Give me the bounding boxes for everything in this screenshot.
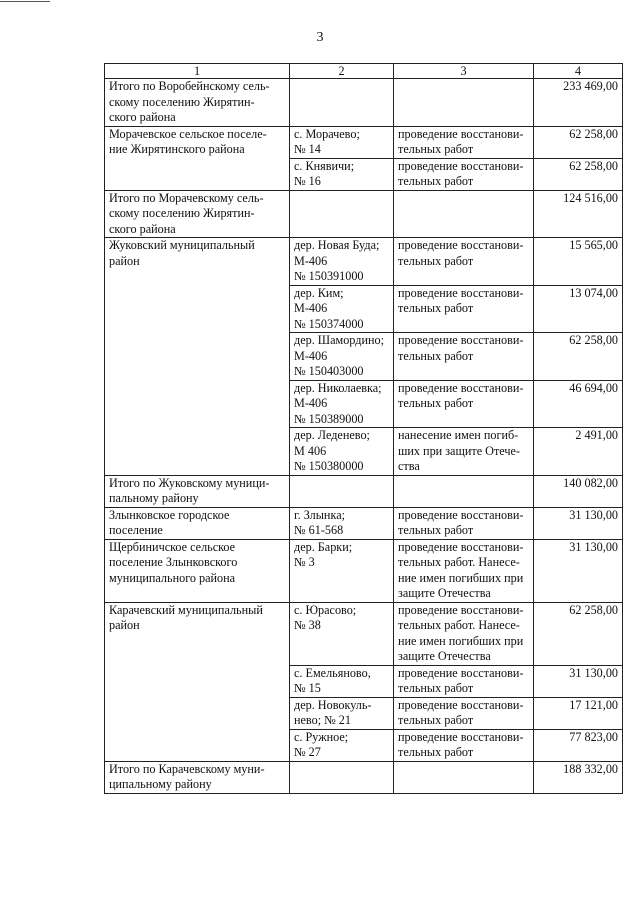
recipient-cell: Итого по Воробейнскому сель- скому поселению Жирятин- ского района bbox=[105, 79, 290, 127]
header-col-4: 4 bbox=[534, 64, 623, 79]
object-cell: с. Юрасово; № 38 bbox=[290, 602, 394, 665]
work-type-cell: проведение восстанови- тельных работ bbox=[394, 158, 534, 190]
amount-cell: 13 074,00 bbox=[534, 285, 623, 333]
work-type-cell bbox=[394, 761, 534, 793]
object-cell bbox=[290, 190, 394, 238]
object-cell bbox=[290, 475, 394, 507]
object-cell: дер. Ким; М-406 № 150374000 bbox=[290, 285, 394, 333]
object-cell: с. Княвичи; № 16 bbox=[290, 158, 394, 190]
object-cell: дер. Леденево; М 406 № 150380000 bbox=[290, 428, 394, 476]
work-type-cell: проведение восстанови- тельных работ bbox=[394, 333, 534, 381]
amount-cell: 31 130,00 bbox=[534, 507, 623, 539]
recipient-cell: Щербиничское сельское поселение Злынковского муниципального района bbox=[105, 539, 290, 602]
recipient-cell: Итого по Карачевскому муни- ципальному району bbox=[105, 761, 290, 793]
work-type-cell: проведение восстанови- тельных работ bbox=[394, 285, 534, 333]
object-cell: дер. Новая Буда; М-406 № 150391000 bbox=[290, 238, 394, 286]
table-row bbox=[105, 238, 623, 286]
table-row bbox=[105, 126, 623, 158]
table-row-total bbox=[105, 190, 623, 238]
amount-cell: 233 469,00 bbox=[534, 79, 623, 127]
object-cell: дер. Новокуль- нево; № 21 bbox=[290, 697, 394, 729]
header-row bbox=[105, 64, 623, 79]
work-type-cell bbox=[394, 475, 534, 507]
recipient-cell: Жуковский муниципальный район bbox=[105, 238, 290, 476]
page-number: 3 bbox=[316, 30, 324, 45]
object-cell bbox=[290, 761, 394, 793]
header-col-3: 3 bbox=[394, 64, 534, 79]
amount-cell: 62 258,00 bbox=[534, 126, 623, 158]
object-cell: с. Морачево; № 14 bbox=[290, 126, 394, 158]
amount-cell: 188 332,00 bbox=[534, 761, 623, 793]
recipient-cell: Морачевское сельское поселе- ние Жирятинского района bbox=[105, 126, 290, 190]
work-type-cell: нанесение имен погиб- ших при защите Отече- ства bbox=[394, 428, 534, 476]
object-cell: дер. Барки; № 3 bbox=[290, 539, 394, 602]
work-type-cell: проведение восстанови- тельных работ. Нанесе- ние имен погибших при защите Отечества bbox=[394, 539, 534, 602]
work-type-cell: проведение восстанови- тельных работ bbox=[394, 697, 534, 729]
allocation-table bbox=[104, 63, 623, 794]
recipient-cell: Итого по Жуковскому муници- пальному району bbox=[105, 475, 290, 507]
scan-corner-mark bbox=[0, 1, 50, 2]
amount-cell: 62 258,00 bbox=[534, 158, 623, 190]
table-row bbox=[105, 602, 623, 665]
amount-cell: 15 565,00 bbox=[534, 238, 623, 286]
work-type-cell: проведение восстанови- тельных работ bbox=[394, 507, 534, 539]
amount-cell: 124 516,00 bbox=[534, 190, 623, 238]
amount-cell: 46 694,00 bbox=[534, 380, 623, 428]
table-row bbox=[105, 507, 623, 539]
work-type-cell: проведение восстанови- тельных работ bbox=[394, 380, 534, 428]
table-body bbox=[105, 79, 623, 794]
work-type-cell: проведение восстанови- тельных работ bbox=[394, 665, 534, 697]
object-cell: с. Емельяново, № 15 bbox=[290, 665, 394, 697]
object-cell: с. Ружное; № 27 bbox=[290, 729, 394, 761]
amount-cell: 2 491,00 bbox=[534, 428, 623, 476]
work-type-cell bbox=[394, 79, 534, 127]
work-type-cell: проведение восстанови- тельных работ bbox=[394, 238, 534, 286]
object-cell bbox=[290, 79, 394, 127]
header-col-2: 2 bbox=[290, 64, 394, 79]
table-row-total bbox=[105, 79, 623, 127]
recipient-cell: Карачевский муниципальный район bbox=[105, 602, 290, 761]
work-type-cell: проведение восстанови- тельных работ. Нанесе- ние имен погибших при защите Отечества bbox=[394, 602, 534, 665]
recipient-cell: Злынковское городское поселение bbox=[105, 507, 290, 539]
work-type-cell bbox=[394, 190, 534, 238]
amount-cell: 77 823,00 bbox=[534, 729, 623, 761]
object-cell: дер. Николаевка; М-406 № 150389000 bbox=[290, 380, 394, 428]
work-type-cell: проведение восстанови- тельных работ bbox=[394, 729, 534, 761]
table-row bbox=[105, 539, 623, 602]
amount-cell: 62 258,00 bbox=[534, 602, 623, 665]
object-cell: г. Злынка; № 61-568 bbox=[290, 507, 394, 539]
recipient-cell: Итого по Морачевскому сель- скому поселению Жирятин- ского района bbox=[105, 190, 290, 238]
amount-cell: 31 130,00 bbox=[534, 539, 623, 602]
table-header bbox=[105, 64, 623, 79]
amount-cell: 31 130,00 bbox=[534, 665, 623, 697]
amount-cell: 140 082,00 bbox=[534, 475, 623, 507]
amount-cell: 62 258,00 bbox=[534, 333, 623, 381]
table-row-total bbox=[105, 475, 623, 507]
header-col-1: 1 bbox=[105, 64, 290, 79]
work-type-cell: проведение восстанови- тельных работ bbox=[394, 126, 534, 158]
amount-cell: 17 121,00 bbox=[534, 697, 623, 729]
table-row-total bbox=[105, 761, 623, 793]
object-cell: дер. Шамордино; М-406 № 150403000 bbox=[290, 333, 394, 381]
